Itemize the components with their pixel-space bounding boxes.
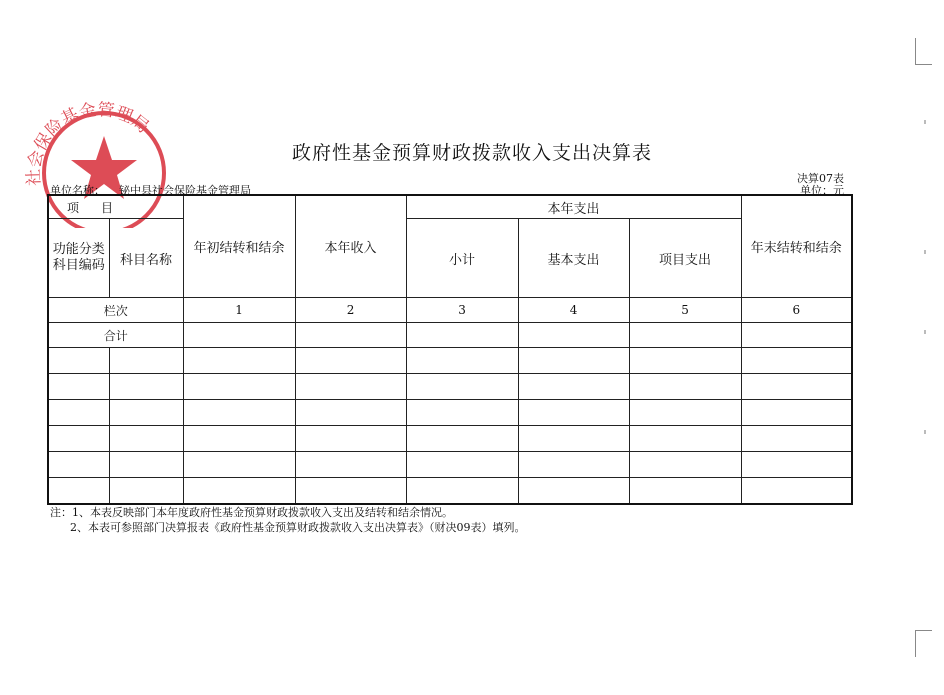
header-subtotal: 小计	[406, 219, 518, 298]
table-cell	[406, 452, 518, 478]
seq-col-6: 6	[741, 298, 852, 323]
seq-col-1: 1	[183, 298, 295, 323]
table-cell	[295, 323, 406, 348]
table-cell	[406, 374, 518, 400]
table-cell	[518, 452, 629, 478]
document-title: 政府性基金预算财政拨款收入支出决算表	[291, 142, 652, 164]
seq-row	[48, 298, 852, 323]
table-cell	[183, 426, 295, 452]
table-cell	[109, 452, 183, 478]
scan-speck	[924, 250, 926, 254]
table-cell	[741, 478, 852, 505]
header-opening-balance: 年初结转和结余	[183, 195, 295, 298]
table-cell	[48, 374, 109, 400]
unit-name: 铋中县社会保险基金管理局	[119, 184, 251, 197]
table-cell	[48, 452, 109, 478]
table-cell	[183, 348, 295, 374]
table-row	[48, 348, 852, 374]
table-row	[48, 400, 852, 426]
table-cell	[109, 426, 183, 452]
table-cell	[741, 426, 852, 452]
note-line-2: 2、本表可参照部门决算报表《政府性基金预算财政拨款收入支出决算表》（财决09表）填列。	[70, 521, 526, 534]
table-cell	[48, 348, 109, 374]
header-current-income: 本年收入	[295, 195, 406, 298]
note-line-1: 注：1、本表反映部门本年度政府性基金预算财政拨款收入支出及结转和结余情况。	[50, 506, 453, 519]
currency-unit: 单位：元	[800, 184, 844, 197]
table-cell	[109, 348, 183, 374]
header-subject-name: 科目名称	[109, 219, 183, 298]
table-row	[48, 452, 852, 478]
seq-col-5: 5	[629, 298, 741, 323]
table-cell	[109, 374, 183, 400]
header-current-expense: 本年支出	[406, 195, 741, 219]
page-edge-mark	[915, 38, 932, 65]
page-edge-mark	[915, 630, 932, 657]
form-code: 决算07表	[797, 172, 844, 185]
table-cell	[295, 374, 406, 400]
table-cell	[741, 400, 852, 426]
seq-col-2: 2	[295, 298, 406, 323]
table-cell	[183, 374, 295, 400]
header-project: 项目	[48, 195, 183, 219]
table-cell	[183, 452, 295, 478]
total-label: 合计	[48, 323, 183, 348]
table-cell	[629, 400, 741, 426]
table-cell	[629, 323, 741, 348]
table-cell	[48, 426, 109, 452]
table-cell	[629, 374, 741, 400]
table-cell	[48, 478, 109, 505]
table-row	[48, 426, 852, 452]
table-cell	[518, 348, 629, 374]
table-cell	[183, 478, 295, 505]
table-cell	[629, 348, 741, 374]
table-cell	[741, 452, 852, 478]
table-cell	[518, 323, 629, 348]
table-cell	[406, 323, 518, 348]
table-cell	[518, 426, 629, 452]
table-cell	[295, 348, 406, 374]
table-row	[48, 374, 852, 400]
table-cell	[183, 323, 295, 348]
table-cell	[741, 374, 852, 400]
table-cell	[109, 400, 183, 426]
table-cell	[109, 478, 183, 505]
table-cell	[295, 478, 406, 505]
header-closing-balance: 年末结转和结余	[741, 195, 852, 298]
table-cell	[406, 400, 518, 426]
table-cell	[741, 348, 852, 374]
table-cell	[406, 348, 518, 374]
header-project-expense: 项目支出	[629, 219, 741, 298]
seq-col-4: 4	[518, 298, 629, 323]
table-cell	[295, 426, 406, 452]
table-cell	[295, 400, 406, 426]
budget-table	[47, 194, 853, 505]
header-func-code: 功能分类科目编码	[48, 219, 109, 298]
total-row	[48, 323, 852, 348]
svg-text:社会保险基金管理局: 社会保险基金管理局	[24, 99, 153, 187]
unit-label: 单位名称：	[50, 184, 105, 197]
table-cell	[518, 400, 629, 426]
table-cell	[518, 478, 629, 505]
table-cell	[48, 400, 109, 426]
seq-col-3: 3	[406, 298, 518, 323]
table-notes	[50, 505, 526, 535]
table-cell	[629, 426, 741, 452]
table-cell	[629, 452, 741, 478]
scan-speck	[924, 120, 926, 124]
table-cell	[741, 323, 852, 348]
table-cell	[518, 374, 629, 400]
table-cell	[183, 400, 295, 426]
table-cell	[406, 426, 518, 452]
seq-label: 栏次	[48, 298, 183, 323]
scan-speck	[924, 430, 926, 434]
table-cell	[295, 452, 406, 478]
table-row	[48, 478, 852, 505]
scan-speck	[924, 330, 926, 334]
table-cell	[629, 478, 741, 505]
header-basic-expense: 基本支出	[518, 219, 629, 298]
table-cell	[406, 478, 518, 505]
